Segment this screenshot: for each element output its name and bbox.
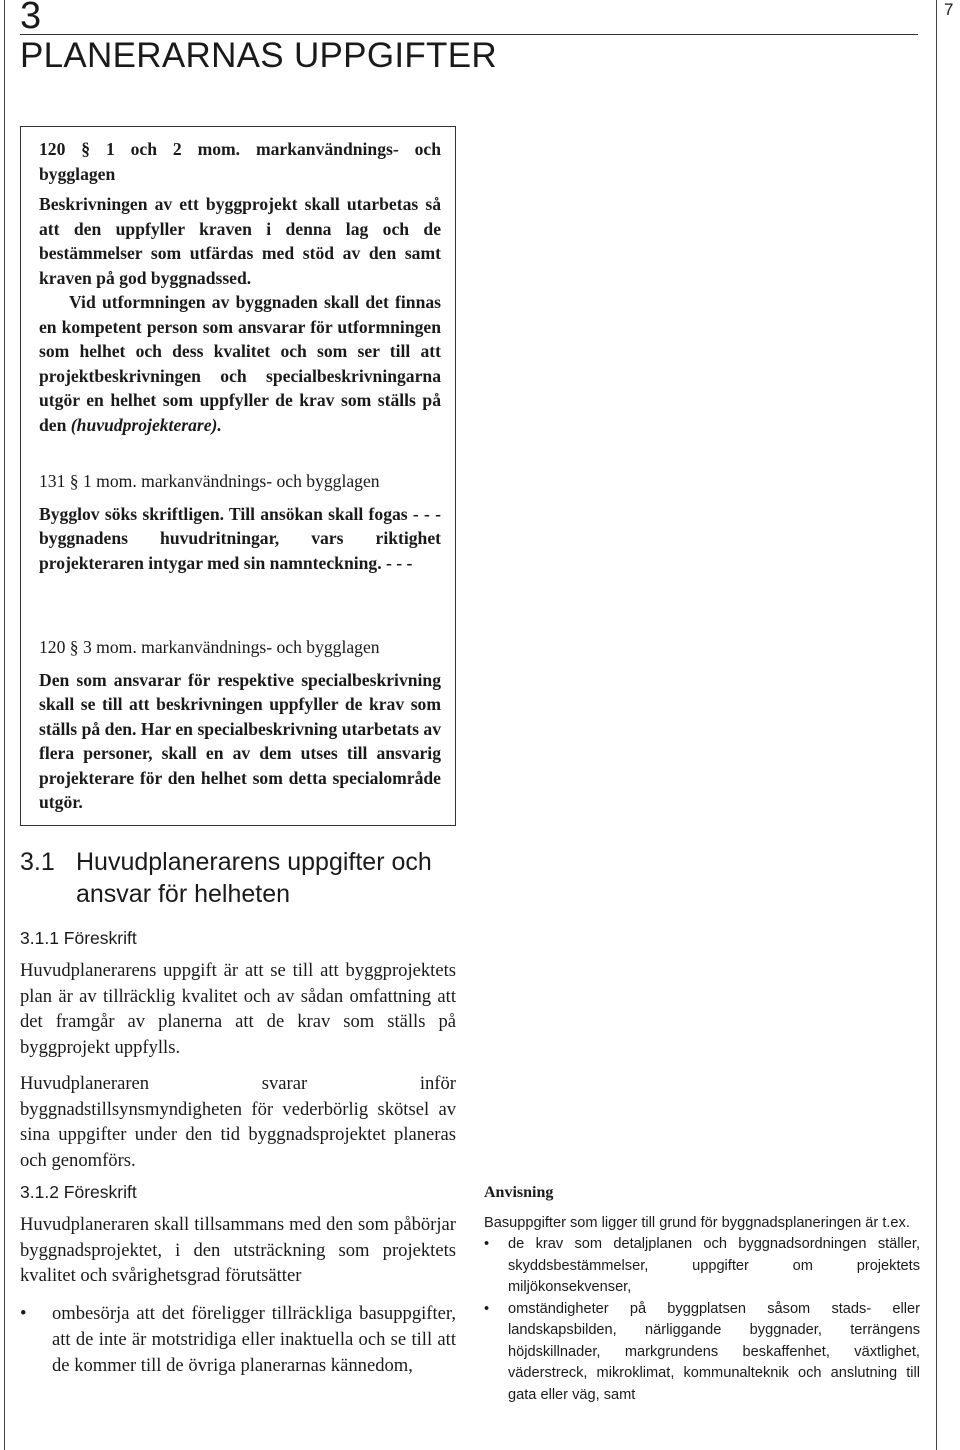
subsection-2-body	[20, 1212, 456, 1378]
sub2-bullet-list	[20, 1301, 456, 1378]
subsection-heading-1: 3.1.1 Föreskrift	[20, 928, 137, 948]
bullet-icon: •	[484, 1300, 490, 1317]
law-paragraph-1: Beskrivningen av ett byggprojekt skall utarbetas så att den uppfyller kraven i denna lag och de bestämmelser som utfärdas med stöd av den samt kraven på god byggnadssed.	[39, 194, 441, 288]
left-margin-line	[4, 0, 5, 1450]
header-rule	[20, 34, 918, 35]
list-item: • omständigheter på byggplatsen såsom stads- eller landskapsbilden, närliggande byggnader, terrängens höjdskillnader, markgrundens beskaffenhet, växtlighet, väderstreck, mikroklimat, kommunalteknik och anslutning till gata eller väg, samt	[484, 1300, 920, 1403]
section-heading	[20, 846, 432, 910]
chapter-title: PLANERARNAS UPPGIFTER	[20, 36, 497, 75]
law-block-1	[39, 137, 441, 437]
bullet-icon: •	[20, 1303, 27, 1325]
list-item: • ombesörja att det föreligger tillräckliga basuppgifter, att de inte är motstridiga eller inaktuella och se till att de kommer till de övriga planerarnas kännedom,	[20, 1303, 456, 1376]
advice-box	[484, 1182, 920, 1406]
sub1-paragraph-1: Huvudplanerarens uppgift är att se till att byggprojektets plan är av tillräcklig kvalitet och av sådan omfattning att det framgår av planerna att de krav som ställs på byggprojekt uppfylls.	[20, 960, 456, 1059]
law-paragraph-4: Den som ansvarar för respektive specialbeskrivning skall se till att beskrivningen uppfyller de krav som ställs på den. Har en specialbeskrivning utarbetats av flera personer, skall en av dem utses till ansvarig projekterare för den helhet som detta specialområde utgör.	[39, 669, 441, 812]
sub2-paragraph-1: Huvudplaneraren skall tillsammans med den som påbörjar byggnadsprojektet, i den utsträckning som projektets kvalitet och svårighetsgrad förutsätter	[20, 1214, 456, 1287]
law-block-2	[39, 469, 441, 575]
subsection-heading-2: 3.1.2 Föreskrift	[20, 1182, 137, 1202]
page-number: 7	[944, 0, 954, 19]
law-italic-term: (huvudprojekterare).	[70, 414, 222, 435]
law-reference-3: 120 § 3 mom. markanvändnings- och bygglagen	[39, 637, 380, 657]
section-title-line-1: Huvudplanerarens uppgifter och	[76, 848, 432, 876]
section-number: 3.1	[20, 848, 55, 876]
law-block-3	[39, 635, 441, 815]
section-title-line-2: ansvar för helheten	[76, 880, 291, 908]
chapter-number: 3	[20, 0, 42, 37]
law-reference-1: 120 § 1 och 2 mom. markanvändnings- och bygglagen	[39, 139, 441, 184]
advice-intro: Basuppgifter som ligger till grund för byggnadsplaneringen är t.ex.	[484, 1214, 910, 1231]
right-margin-line	[936, 0, 937, 1450]
advice-bullet-list	[484, 1234, 920, 1406]
subsection-1-body	[20, 958, 456, 1174]
law-reference-2: 131 § 1 mom. markanvändnings- och bygglagen	[39, 471, 380, 491]
list-item: • de krav som detaljplanen och byggnadsordningen ställer, skyddsbestämmelser, uppgifter om projektets miljökonsekvenser,	[484, 1236, 920, 1295]
bullet-icon: •	[484, 1236, 490, 1252]
advice-heading: Anvisning	[484, 1184, 554, 1201]
sub1-paragraph-2: Huvudplaneraren svarar inför byggnadstillsynsmyndigheten för vederbörlig skötsel av sina uppgifter under den tid byggnadsprojektet planeras och genomförs.	[20, 1072, 456, 1171]
law-paragraph-3: Bygglov söks skriftligen. Till ansökan skall fogas - - - byggnadens huvudritningar, vars riktighet projekteraren intygar med sin namnteckning. - - -	[39, 503, 441, 573]
law-paragraph-2: Vid utformningen av byggnaden skall det finnas en kompetent person som ansvarar för utformningen som helhet och dess kvalitet och som ser till att projektbeskrivningen och specialbeskrivningarna utgör en helhet som uppfyller de krav som ställs på den (huvudprojekterare).	[39, 292, 441, 435]
law-excerpt-box	[20, 126, 456, 826]
